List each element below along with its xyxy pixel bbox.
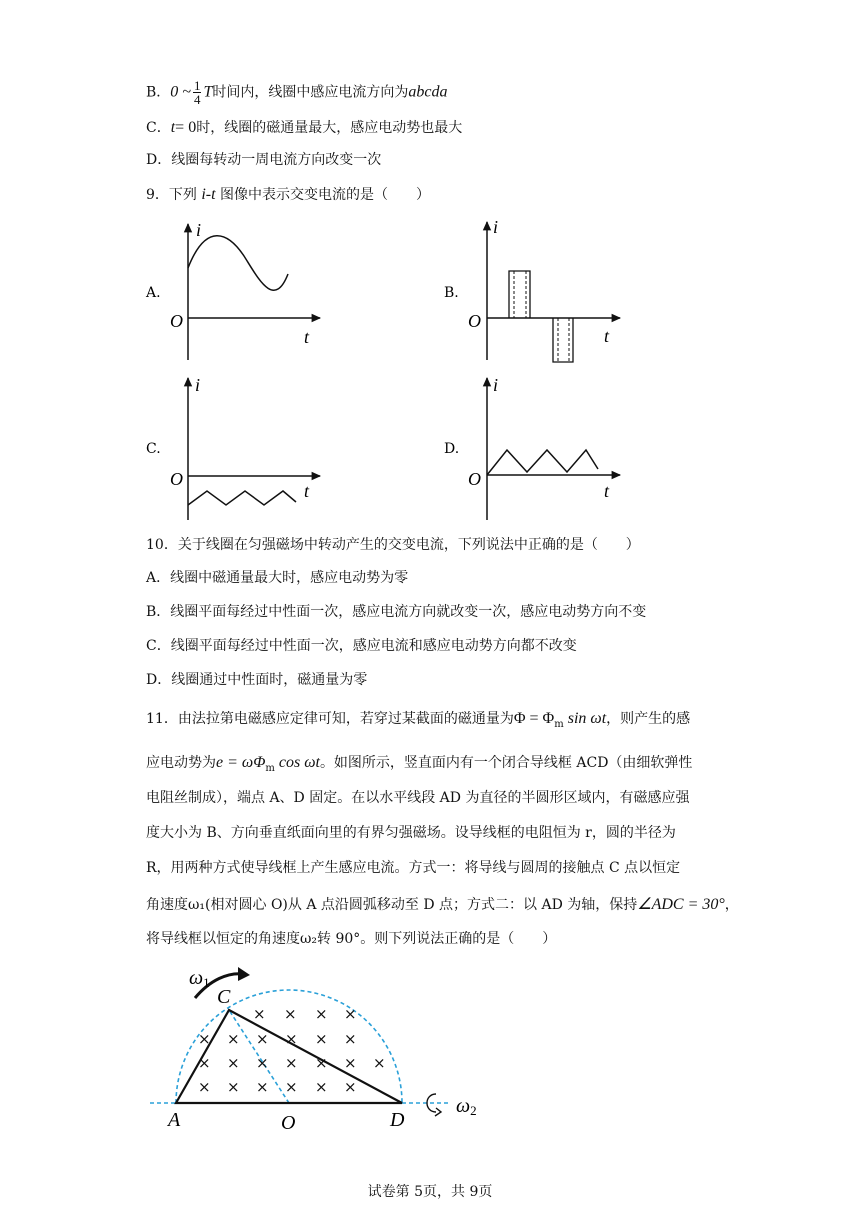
q11-line-7: 将导线框以恒定的角速度ω₂转 90°。则下列说法正确的是（ ） [146,931,557,947]
graph-b-x-label: t [604,326,610,346]
formula-range: 0 ~ [170,83,191,101]
field-x-mark: × [315,1005,328,1023]
fraction: $\frac{1}{4}$ [193,78,201,107]
graph-b-label: B. [444,285,459,301]
q10-option-c: C．线圈平面每经过中性面一次，感应电流和感应电动势方向都不改变 [146,638,577,654]
field-x-mark: × [253,1005,266,1023]
q8-option-c: C．t= 0时，线圈的磁通量最大，感应电动势也最大 [146,119,463,136]
graph-a-origin: O [170,311,183,331]
page-footer: 试卷第 5页，共 9页 [367,1184,493,1200]
field-x-mark: × [198,1054,211,1072]
q11-figure [150,967,477,1134]
field-x-mark: × [344,1005,357,1023]
field-x-mark: × [256,1078,269,1096]
magnetic-field-marks [198,1005,386,1096]
field-x-mark: × [284,1005,297,1023]
q9-stem: 9．下列 i-t 图像中表示交变电流的是（ ） [146,186,431,203]
field-x-mark: × [373,1054,386,1072]
field-x-mark: × [344,1078,357,1096]
field-x-mark: × [285,1030,298,1048]
graph-b [444,217,620,362]
omega1-label: ω1 [189,967,210,990]
graph-a-y-label: i [196,220,202,240]
point-c-label: C [217,986,231,1008]
q11-line-6: 角速度ω₁(相对圆心 O)从 A 点沿圆弧移动至 D 点；方式二：以 AD 为轴，保持∠ADC = 30°， [146,896,739,913]
graph-b-y-label: i [493,217,499,237]
field-x-mark: × [256,1030,269,1048]
graph-d-y-label: i [493,375,499,395]
graph-c [146,375,320,520]
graph-d-origin: O [468,469,481,489]
q11-line-2: 应电动势为$e = \omega\Phi_m$ cos ωt。如图所示，竖直面内有一个闭合导线框 ACD（由细软弹性 [146,754,693,774]
graph-a [145,220,320,360]
point-o-label: O [281,1112,296,1134]
graph-c-origin: O [170,469,183,489]
field-x-mark: × [256,1054,269,1072]
q11-line-3: 电阻丝制成），端点 A、D 固定。在以水平线段 AD 为直径的半圆形区域内，有磁感应强 [146,790,690,806]
graph-d-label: D. [444,441,460,457]
q8-option-b: B．0 ~ $\frac{1}{4}$ T时间内，线圈中感应电流方向为abcda [146,78,448,107]
field-x-mark: × [227,1030,240,1048]
q10-option-a: A．线圈中磁通量最大时，感应电动势为零 [146,570,409,586]
q11-line-1: 11．由法拉第电磁感应定律可知，若穿过某截面的磁通量为$\Phi = \Phi_m$ sin ωt，则产生的感 [146,710,691,730]
field-x-mark: × [227,1054,240,1072]
q11-line-5: R，用两种方式使导线框上产生感应电流。方式一：将导线与圆周的接触点 C 点以恒定 [146,860,681,876]
graph-c-x-label: t [304,481,310,501]
q8-option-d: D．线圈每转动一周电流方向改变一次 [146,152,382,168]
graph-c-label: C. [146,441,161,457]
field-x-mark: × [285,1054,298,1072]
q11-line-4: 度大小为 B、方向垂直纸面向里的有界匀强磁场。设导线框的电阻恒为 r，圆的半径为 [146,825,676,841]
field-x-mark: × [285,1078,298,1096]
graph-a-x-label: t [304,327,310,347]
point-a-label: A [168,1109,181,1131]
field-x-mark: × [315,1054,328,1072]
q10-option-d: D．线圈通过中性面时，磁通量为零 [146,672,368,688]
field-x-mark: × [227,1078,240,1096]
omega2-label: ω2 [456,1095,477,1118]
graph-d-x-label: t [604,481,610,501]
q10-option-b: B．线圈平面每经过中性面一次，感应电流方向就改变一次，感应电动势方向不变 [146,604,647,620]
graph-d [444,375,620,520]
graph-c-y-label: i [195,375,201,395]
field-x-mark: × [344,1030,357,1048]
field-x-mark: × [315,1078,328,1096]
sine-curve [188,236,288,290]
q10-stem: 10．关于线圈在匀强磁场中转动产生的交变电流，下列说法中正确的是（ ） [146,537,640,553]
point-d-label: D [390,1109,405,1131]
field-x-mark: × [315,1030,328,1048]
graph-b-origin: O [468,311,481,331]
field-x-mark: × [198,1030,211,1048]
field-x-mark: × [198,1078,211,1096]
graph-a-label: A. [146,285,161,301]
field-x-mark: × [344,1054,357,1072]
